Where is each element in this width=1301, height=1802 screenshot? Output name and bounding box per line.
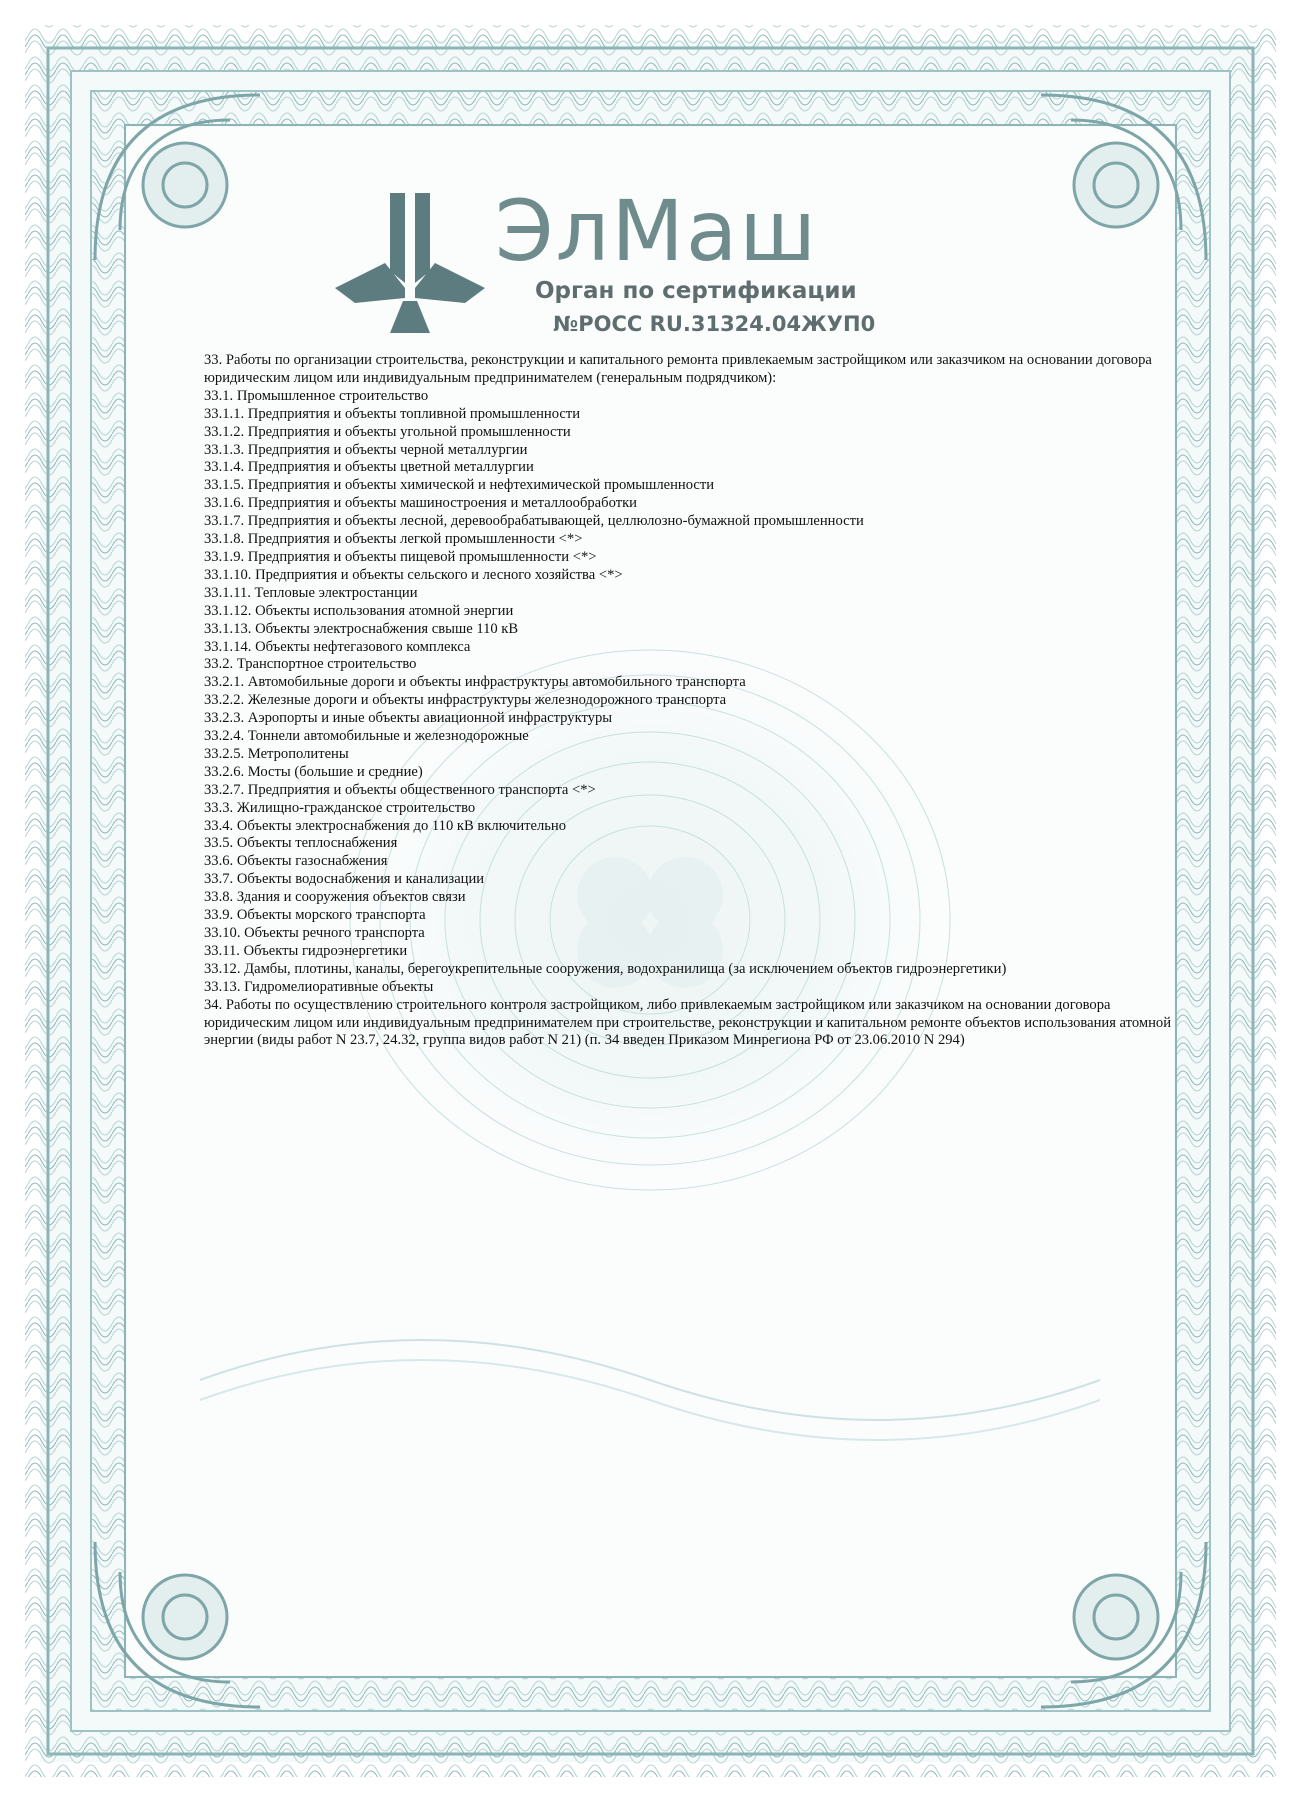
list-item: 33.2.6. Мосты (большие и средние) bbox=[204, 763, 423, 780]
list-item: 33.1.6. Предприятия и объекты машиностроения и металлообработки bbox=[204, 495, 637, 512]
certification-number: №РОСС RU.31324.04ЖУП0 bbox=[553, 312, 876, 336]
list-item: 33.6. Объекты газоснабжения bbox=[204, 853, 388, 870]
list-item: 33.2. Транспортное строительство bbox=[204, 656, 417, 673]
list-item: 33.1.14. Объекты нефтегазового комплекса bbox=[204, 638, 471, 655]
list-item: 33.1.10. Предприятия и объекты сельского и лесного хозяйства <*> bbox=[204, 566, 623, 583]
list-item: 33.3. Жилищно-гражданское строительство bbox=[204, 799, 476, 816]
list-item: 33.5. Объекты теплоснабжения bbox=[204, 835, 398, 852]
list-item: 33.2.4. Тоннели автомобильные и железнодорожные bbox=[204, 728, 529, 745]
list-item: 33.9. Объекты морского транспорта bbox=[204, 907, 426, 924]
works-list bbox=[204, 352, 1194, 1050]
list-item: 33.1.13. Объекты электроснабжения свыше 110 кВ bbox=[204, 620, 519, 637]
list-item: 33.1.1. Предприятия и объекты топливной промышленности bbox=[204, 405, 581, 422]
logo-subtitle: Орган по сертификации bbox=[535, 278, 857, 304]
list-item: 33.1.8. Предприятия и объекты легкой промышленности <*> bbox=[204, 531, 583, 548]
list-item: 33.1.9. Предприятия и объекты пищевой промышленности <*> bbox=[204, 548, 597, 565]
list-item: 33.1.4. Предприятия и объекты цветной металлургии bbox=[204, 459, 534, 476]
list-item: 33.1.7. Предприятия и объекты лесной, деревообрабатывающей, целлюлозно-бумажной промышленности bbox=[204, 513, 864, 530]
list-item: 33.1.11. Тепловые электростанции bbox=[204, 584, 418, 601]
list-item: 33.2.7. Предприятия и объекты общественного транспорта <*> bbox=[204, 781, 596, 798]
list-item: 33.2.2. Железные дороги и объекты инфраструктуры железнодорожного транспорта bbox=[204, 692, 727, 709]
list-item: 33.1.3. Предприятия и объекты черной металлургии bbox=[204, 441, 528, 458]
logo-name: ЭлМаш bbox=[495, 182, 819, 280]
list-item: 33. Работы по организации строительства, реконструкции и капитального ремонта привлекаемым застройщиком или заказчиком на основании договора юридическим лицом или индивидуальным предпринимателем (генеральным подрядчиком): bbox=[204, 352, 1152, 386]
list-item: 33.7. Объекты водоснабжения и канализации bbox=[204, 871, 485, 888]
list-item: 33.2.3. Аэропорты и иные объекты авиационной инфраструктуры bbox=[204, 710, 613, 727]
list-item: 33.1. Промышленное строительство bbox=[204, 387, 429, 404]
list-item: 33.8. Здания и сооружения объектов связи bbox=[204, 889, 466, 906]
elmash-logo-mark-icon bbox=[335, 193, 485, 333]
list-item: 33.12. Дамбы, плотины, каналы, берегоукрепительные сооружения, водохранилища (за исключением объектов гидроэнергетики) bbox=[204, 960, 1007, 977]
list-item: 33.4. Объекты электроснабжения до 110 кВ включительно bbox=[204, 817, 567, 834]
list-item: 33.1.2. Предприятия и объекты угольной промышленности bbox=[204, 423, 571, 440]
list-item: 33.11. Объекты гидроэнергетики bbox=[204, 942, 408, 959]
list-item: 33.13. Гидромелиоративные объекты bbox=[204, 978, 434, 995]
elmash-logo bbox=[335, 182, 895, 348]
list-item: 33.1.12. Объекты использования атомной энергии bbox=[204, 602, 514, 619]
list-item: 33.2.1. Автомобильные дороги и объекты инфраструктуры автомобильного транспорта bbox=[204, 674, 746, 691]
list-item: 33.1.5. Предприятия и объекты химической и нефтехимической промышленности bbox=[204, 477, 715, 494]
list-item: 33.10. Объекты речного транспорта bbox=[204, 925, 425, 941]
list-item: 34. Работы по осуществлению строительного контроля застройщиком, либо привлекаемым застройщиком или заказчиком на основании договора юридическим лицом или индивидуальным предпринимателем при строительстве, реконструкции и капитальном ремонте объектов использования атомной энергии (виды работ N 23.7, 24.32, группа видов работ N 21) (п. 34 введен Приказом Минрегиона РФ от 23.06.2010 N 294) bbox=[204, 996, 1172, 1049]
list-item: 33.2.5. Метрополитены bbox=[204, 745, 349, 762]
